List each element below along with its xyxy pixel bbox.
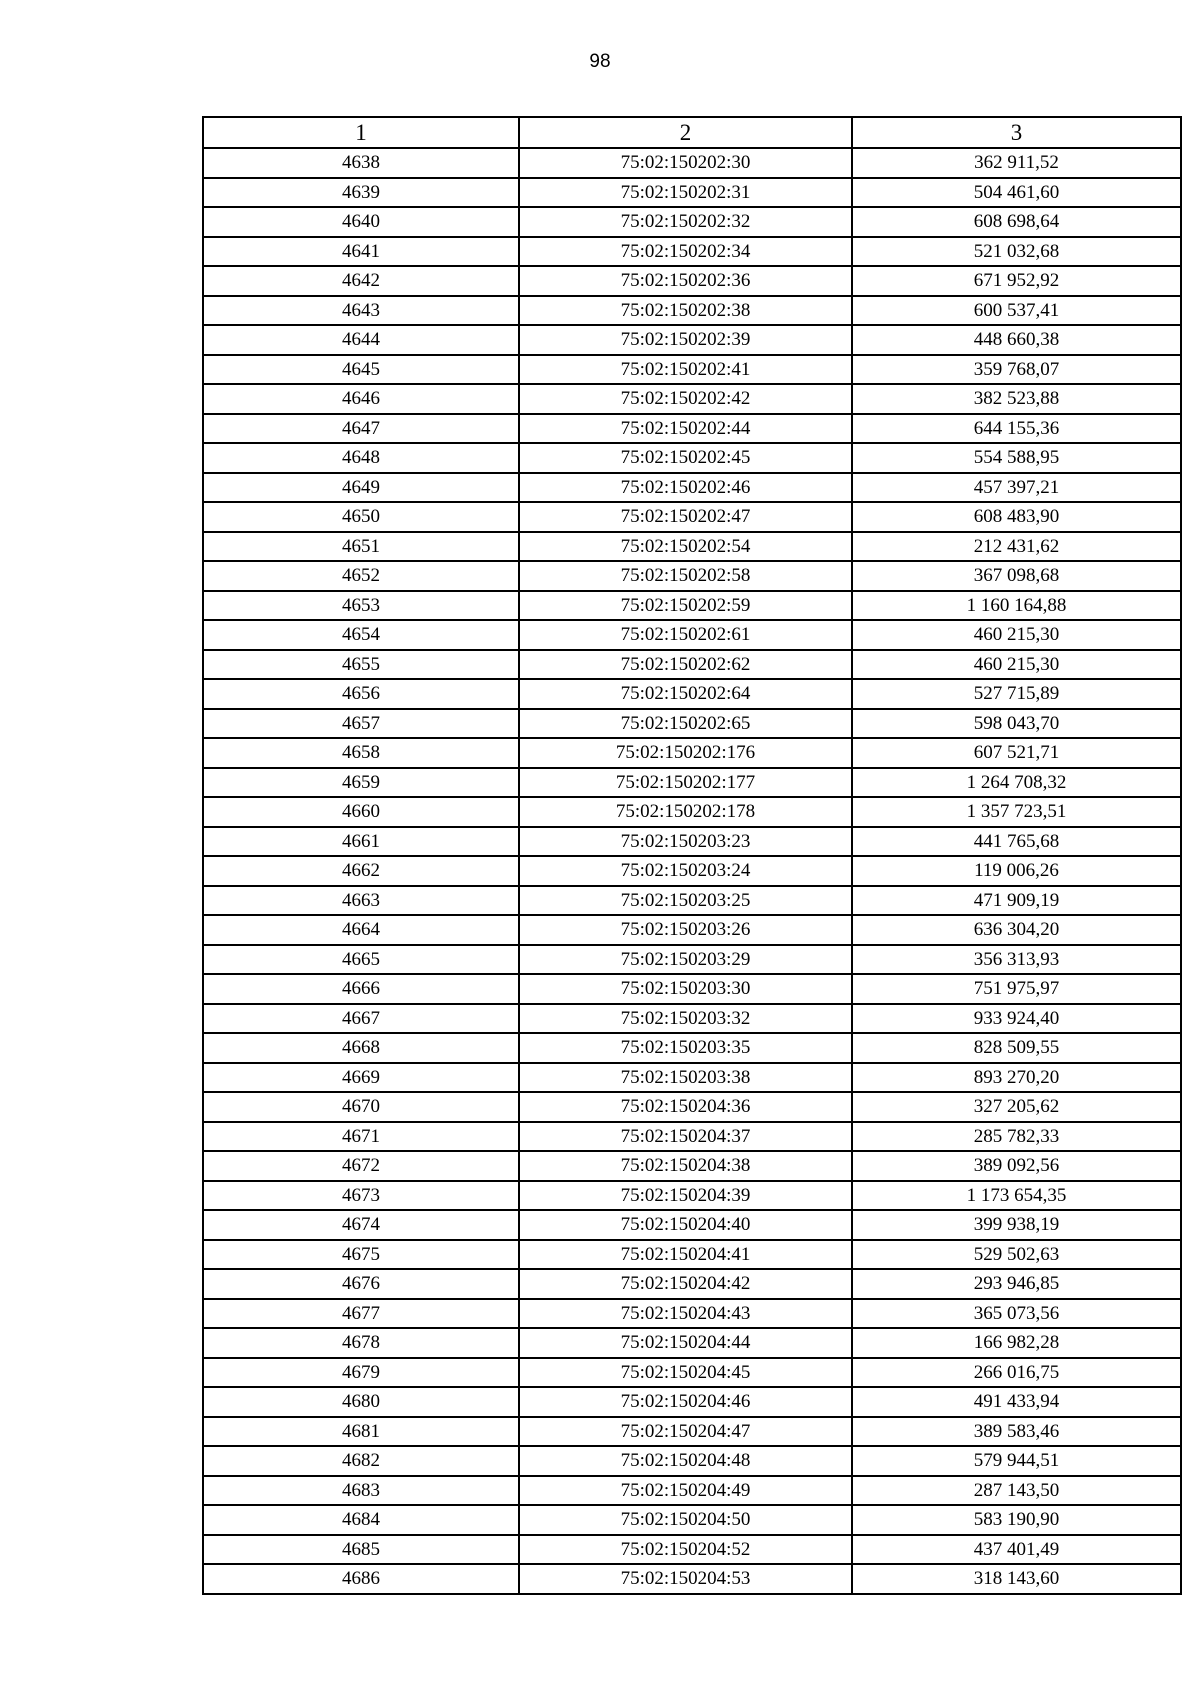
cadastral-number-cell: 75:02:150202:54 (519, 532, 852, 562)
cadastral-number-cell: 75:02:150202:39 (519, 325, 852, 355)
table-row (203, 827, 1181, 857)
table-row (203, 1269, 1181, 1299)
value-cell: 579 944,51 (852, 1446, 1181, 1476)
cadastral-number-cell: 75:02:150202:62 (519, 650, 852, 680)
table-row (203, 325, 1181, 355)
table-row (203, 207, 1181, 237)
row-number-cell: 4684 (203, 1505, 519, 1535)
table-row (203, 1210, 1181, 1240)
value-cell: 293 946,85 (852, 1269, 1181, 1299)
row-number-cell: 4669 (203, 1063, 519, 1093)
value-cell: 119 006,26 (852, 856, 1181, 886)
table-row (203, 797, 1181, 827)
cadastral-number-cell: 75:02:150202:42 (519, 384, 852, 414)
cadastral-number-cell: 75:02:150202:32 (519, 207, 852, 237)
table-row (203, 178, 1181, 208)
value-cell: 362 911,52 (852, 148, 1181, 178)
cadastral-number-cell: 75:02:150204:42 (519, 1269, 852, 1299)
value-cell: 893 270,20 (852, 1063, 1181, 1093)
table-row (203, 1535, 1181, 1565)
cadastral-number-cell: 75:02:150203:25 (519, 886, 852, 916)
row-number-cell: 4670 (203, 1092, 519, 1122)
cadastral-number-cell: 75:02:150203:38 (519, 1063, 852, 1093)
cadastral-number-cell: 75:02:150202:64 (519, 679, 852, 709)
cadastral-number-cell: 75:02:150204:43 (519, 1299, 852, 1329)
value-cell: 828 509,55 (852, 1033, 1181, 1063)
value-cell: 751 975,97 (852, 974, 1181, 1004)
row-number-cell: 4683 (203, 1476, 519, 1506)
page-number: 98 (589, 51, 611, 72)
row-number-cell: 4645 (203, 355, 519, 385)
cadastral-number-cell: 75:02:150202:178 (519, 797, 852, 827)
row-number-cell: 4679 (203, 1358, 519, 1388)
table-row (203, 679, 1181, 709)
row-number-cell: 4661 (203, 827, 519, 857)
cadastral-number-cell: 75:02:150203:35 (519, 1033, 852, 1063)
table-row (203, 1181, 1181, 1211)
row-number-cell: 4678 (203, 1328, 519, 1358)
row-number-cell: 4643 (203, 296, 519, 326)
table-row (203, 1063, 1181, 1093)
value-cell: 285 782,33 (852, 1122, 1181, 1152)
cadastral-number-cell: 75:02:150204:46 (519, 1387, 852, 1417)
value-cell: 598 043,70 (852, 709, 1181, 739)
value-cell: 437 401,49 (852, 1535, 1181, 1565)
table-row (203, 1033, 1181, 1063)
table-row (203, 768, 1181, 798)
row-number-cell: 4665 (203, 945, 519, 975)
value-cell: 318 143,60 (852, 1564, 1181, 1594)
table-row (203, 1151, 1181, 1181)
table-body (203, 148, 1181, 1594)
value-cell: 460 215,30 (852, 650, 1181, 680)
table-row (203, 591, 1181, 621)
value-cell: 212 431,62 (852, 532, 1181, 562)
row-number-cell: 4659 (203, 768, 519, 798)
table-row (203, 148, 1181, 178)
cadastral-number-cell: 75:02:150204:52 (519, 1535, 852, 1565)
table-row (203, 1446, 1181, 1476)
cadastral-number-cell: 75:02:150204:41 (519, 1240, 852, 1270)
cadastral-number-cell: 75:02:150202:36 (519, 266, 852, 296)
table-row (203, 266, 1181, 296)
value-cell: 327 205,62 (852, 1092, 1181, 1122)
table-row (203, 502, 1181, 532)
column-header-2: 2 (519, 117, 852, 148)
table-row (203, 1299, 1181, 1329)
table-row (203, 709, 1181, 739)
value-cell: 356 313,93 (852, 945, 1181, 975)
row-number-cell: 4644 (203, 325, 519, 355)
table-row (203, 856, 1181, 886)
cadastral-number-cell: 75:02:150204:50 (519, 1505, 852, 1535)
value-cell: 471 909,19 (852, 886, 1181, 916)
table-row (203, 1092, 1181, 1122)
cadastral-number-cell: 75:02:150202:34 (519, 237, 852, 267)
cadastral-number-cell: 75:02:150204:48 (519, 1446, 852, 1476)
cadastral-number-cell: 75:02:150204:47 (519, 1417, 852, 1447)
row-number-cell: 4682 (203, 1446, 519, 1476)
cadastral-number-cell: 75:02:150204:45 (519, 1358, 852, 1388)
value-cell: 1 264 708,32 (852, 768, 1181, 798)
value-cell: 636 304,20 (852, 915, 1181, 945)
value-cell: 389 583,46 (852, 1417, 1181, 1447)
row-number-cell: 4649 (203, 473, 519, 503)
cadastral-number-cell: 75:02:150202:41 (519, 355, 852, 385)
row-number-cell: 4654 (203, 620, 519, 650)
row-number-cell: 4651 (203, 532, 519, 562)
value-cell: 1 160 164,88 (852, 591, 1181, 621)
value-cell: 527 715,89 (852, 679, 1181, 709)
cadastral-number-cell: 75:02:150203:30 (519, 974, 852, 1004)
row-number-cell: 4675 (203, 1240, 519, 1270)
table-row (203, 237, 1181, 267)
value-cell: 933 924,40 (852, 1004, 1181, 1034)
row-number-cell: 4646 (203, 384, 519, 414)
table-row (203, 1122, 1181, 1152)
cadastral-number-cell: 75:02:150203:29 (519, 945, 852, 975)
value-cell: 389 092,56 (852, 1151, 1181, 1181)
cadastral-number-cell: 75:02:150202:176 (519, 738, 852, 768)
table-row (203, 473, 1181, 503)
table-row (203, 1417, 1181, 1447)
cadastral-number-cell: 75:02:150204:38 (519, 1151, 852, 1181)
row-number-cell: 4650 (203, 502, 519, 532)
row-number-cell: 4660 (203, 797, 519, 827)
cadastral-number-cell: 75:02:150204:37 (519, 1122, 852, 1152)
table-row (203, 414, 1181, 444)
row-number-cell: 4662 (203, 856, 519, 886)
table-row (203, 1358, 1181, 1388)
table-row (203, 915, 1181, 945)
value-cell: 359 768,07 (852, 355, 1181, 385)
cadastral-number-cell: 75:02:150203:26 (519, 915, 852, 945)
value-cell: 460 215,30 (852, 620, 1181, 650)
table-row (203, 886, 1181, 916)
cadastral-number-cell: 75:02:150204:40 (519, 1210, 852, 1240)
value-cell: 600 537,41 (852, 296, 1181, 326)
value-cell: 367 098,68 (852, 561, 1181, 591)
table-row (203, 650, 1181, 680)
value-cell: 441 765,68 (852, 827, 1181, 857)
cadastral-number-cell: 75:02:150202:47 (519, 502, 852, 532)
row-number-cell: 4666 (203, 974, 519, 1004)
table-row (203, 620, 1181, 650)
table-row (203, 974, 1181, 1004)
value-cell: 554 588,95 (852, 443, 1181, 473)
cadastral-number-cell: 75:02:150202:38 (519, 296, 852, 326)
cadastral-number-cell: 75:02:150202:61 (519, 620, 852, 650)
cadastral-number-cell: 75:02:150202:45 (519, 443, 852, 473)
value-cell: 365 073,56 (852, 1299, 1181, 1329)
table-row (203, 384, 1181, 414)
registry-table (202, 116, 1182, 1595)
value-cell: 529 502,63 (852, 1240, 1181, 1270)
row-number-cell: 4642 (203, 266, 519, 296)
table-row (203, 561, 1181, 591)
row-number-cell: 4655 (203, 650, 519, 680)
row-number-cell: 4656 (203, 679, 519, 709)
table-row (203, 1328, 1181, 1358)
table-row (203, 1476, 1181, 1506)
cadastral-number-cell: 75:02:150204:53 (519, 1564, 852, 1594)
row-number-cell: 4677 (203, 1299, 519, 1329)
cadastral-number-cell: 75:02:150202:46 (519, 473, 852, 503)
cadastral-number-cell: 75:02:150204:44 (519, 1328, 852, 1358)
row-number-cell: 4641 (203, 237, 519, 267)
table-row (203, 1564, 1181, 1594)
row-number-cell: 4676 (203, 1269, 519, 1299)
cadastral-number-cell: 75:02:150202:44 (519, 414, 852, 444)
value-cell: 1 173 654,35 (852, 1181, 1181, 1211)
cadastral-number-cell: 75:02:150203:24 (519, 856, 852, 886)
row-number-cell: 4638 (203, 148, 519, 178)
row-number-cell: 4640 (203, 207, 519, 237)
cadastral-number-cell: 75:02:150202:58 (519, 561, 852, 591)
row-number-cell: 4657 (203, 709, 519, 739)
column-header-3: 3 (852, 117, 1181, 148)
row-number-cell: 4658 (203, 738, 519, 768)
value-cell: 521 032,68 (852, 237, 1181, 267)
row-number-cell: 4664 (203, 915, 519, 945)
table-row (203, 532, 1181, 562)
value-cell: 491 433,94 (852, 1387, 1181, 1417)
cadastral-number-cell: 75:02:150202:30 (519, 148, 852, 178)
row-number-cell: 4671 (203, 1122, 519, 1152)
table-row (203, 1004, 1181, 1034)
row-number-cell: 4680 (203, 1387, 519, 1417)
header-row (203, 117, 1181, 148)
value-cell: 583 190,90 (852, 1505, 1181, 1535)
value-cell: 266 016,75 (852, 1358, 1181, 1388)
row-number-cell: 4673 (203, 1181, 519, 1211)
row-number-cell: 4648 (203, 443, 519, 473)
row-number-cell: 4685 (203, 1535, 519, 1565)
value-cell: 608 483,90 (852, 502, 1181, 532)
row-number-cell: 4686 (203, 1564, 519, 1594)
column-header-1: 1 (203, 117, 519, 148)
cadastral-number-cell: 75:02:150204:49 (519, 1476, 852, 1506)
table-row (203, 355, 1181, 385)
cadastral-number-cell: 75:02:150202:31 (519, 178, 852, 208)
value-cell: 607 521,71 (852, 738, 1181, 768)
table-row (203, 945, 1181, 975)
value-cell: 504 461,60 (852, 178, 1181, 208)
value-cell: 457 397,21 (852, 473, 1181, 503)
cadastral-number-cell: 75:02:150202:59 (519, 591, 852, 621)
cadastral-number-cell: 75:02:150202:65 (519, 709, 852, 739)
cadastral-number-cell: 75:02:150203:23 (519, 827, 852, 857)
table-row (203, 443, 1181, 473)
value-cell: 166 982,28 (852, 1328, 1181, 1358)
value-cell: 382 523,88 (852, 384, 1181, 414)
table-row (203, 738, 1181, 768)
table-header (203, 117, 1181, 148)
table-row (203, 1505, 1181, 1535)
value-cell: 608 698,64 (852, 207, 1181, 237)
row-number-cell: 4667 (203, 1004, 519, 1034)
value-cell: 644 155,36 (852, 414, 1181, 444)
cadastral-number-cell: 75:02:150202:177 (519, 768, 852, 798)
row-number-cell: 4668 (203, 1033, 519, 1063)
row-number-cell: 4674 (203, 1210, 519, 1240)
value-cell: 448 660,38 (852, 325, 1181, 355)
table-row (203, 1240, 1181, 1270)
row-number-cell: 4653 (203, 591, 519, 621)
row-number-cell: 4652 (203, 561, 519, 591)
row-number-cell: 4663 (203, 886, 519, 916)
row-number-cell: 4647 (203, 414, 519, 444)
row-number-cell: 4672 (203, 1151, 519, 1181)
value-cell: 671 952,92 (852, 266, 1181, 296)
row-number-cell: 4681 (203, 1417, 519, 1447)
value-cell: 1 357 723,51 (852, 797, 1181, 827)
cadastral-number-cell: 75:02:150204:36 (519, 1092, 852, 1122)
row-number-cell: 4639 (203, 178, 519, 208)
cadastral-number-cell: 75:02:150204:39 (519, 1181, 852, 1211)
table-row (203, 1387, 1181, 1417)
value-cell: 399 938,19 (852, 1210, 1181, 1240)
value-cell: 287 143,50 (852, 1476, 1181, 1506)
table-row (203, 296, 1181, 326)
cadastral-number-cell: 75:02:150203:32 (519, 1004, 852, 1034)
